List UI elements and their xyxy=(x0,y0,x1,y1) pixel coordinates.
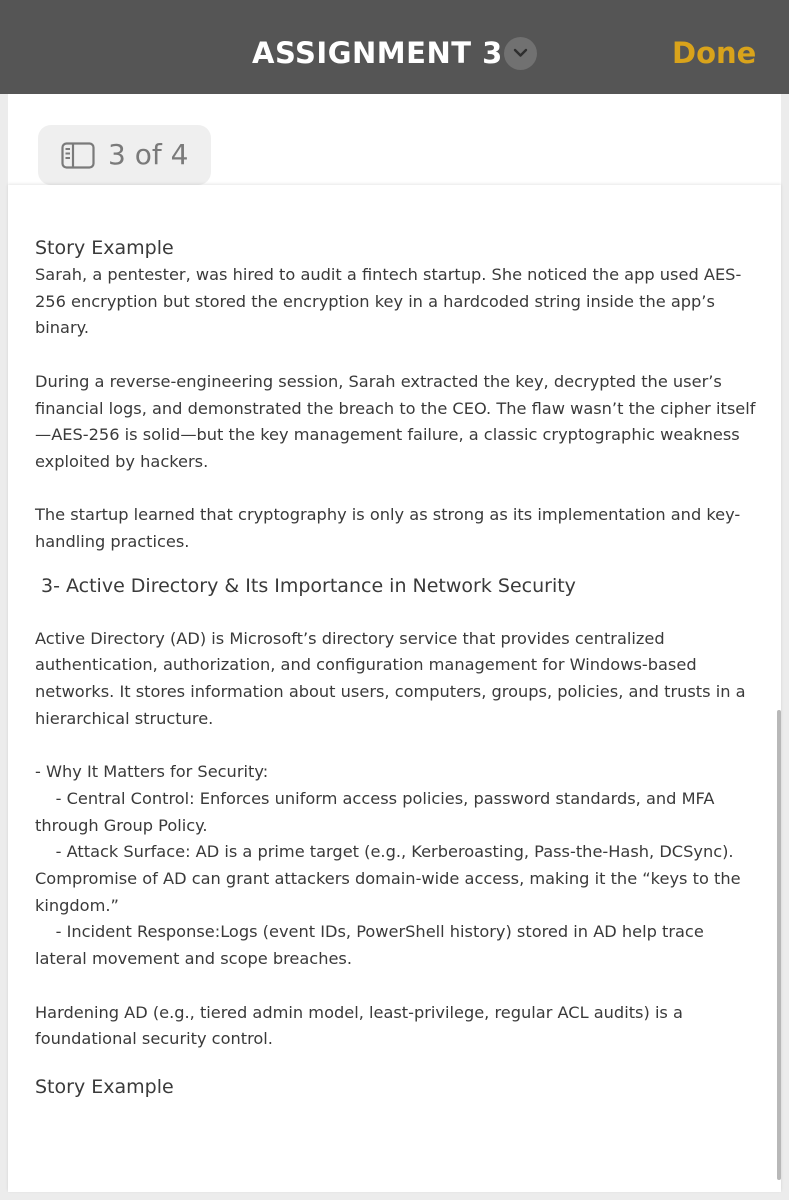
section-heading-active-directory: 3- Active Directory & Its Importance in Network Security xyxy=(41,574,576,597)
done-button[interactable]: Done xyxy=(672,33,756,73)
story-paragraph-2: During a reverse-engineering session, Sarah extracted the key, decrypted the user’s financial logs, and demonstrated the breach to the CEO. The flaw wasn’t the cipher itself—AES-256 is solid—but the key management failure, a classic cryptographic weakness exploited by hackers. xyxy=(35,371,756,471)
page-indicator-label: 3 of 4 xyxy=(108,138,189,171)
title-menu-chevron-icon[interactable] xyxy=(504,37,537,70)
document-body xyxy=(35,234,757,1101)
story-paragraph-3: The startup learned that cryptography is only as strong as its implementation and key-handling practices. xyxy=(35,505,741,551)
navigation-bar xyxy=(0,0,789,94)
story-example-heading: Story Example xyxy=(35,237,174,259)
bullet-attack-surface: - Attack Surface: AD is a prime target (e.g., Kerberoasting, Pass-the-Hash, DCSync). Compromise of AD can grant attackers domain-wide access, making it the “keys to the kingdom.” xyxy=(35,842,746,915)
page-indicator[interactable] xyxy=(38,125,211,185)
sidebar-icon xyxy=(61,142,95,169)
bullet-central-control: - Central Control: Enforces uniform access policies, password standards, and MFA through Group Policy. xyxy=(35,788,720,835)
bullet-incident-response: - Incident Response:Logs (event IDs, PowerShell history) stored in AD help trace lateral movement and scope breaches. xyxy=(35,922,709,969)
story-paragraph-1: Sarah, a pentester, was hired to audit a fintech startup. She noticed the app used AES-256 encryption but stored the encryption key in a hardcoded string inside the app’s binary. xyxy=(35,265,742,338)
vertical-scrollbar[interactable] xyxy=(777,710,781,1180)
hardening-paragraph: Hardening AD (e.g., tiered admin model, least-privilege, regular ACL audits) is a foundational security control. xyxy=(35,1002,683,1049)
document-title: ASSIGNMENT 3 xyxy=(252,36,503,70)
ad-intro-paragraph: Active Directory (AD) is Microsoft’s directory service that provides centralized authentication, authorization, and configuration management for Windows-based networks. It stores information about users, computers, groups, policies, and trusts in a hierarchical structure. xyxy=(35,628,746,728)
story-example-heading-2: Story Example xyxy=(35,1075,174,1098)
why-it-matters-heading: - Why It Matters for Security: xyxy=(35,762,269,782)
document-page xyxy=(8,185,781,1192)
